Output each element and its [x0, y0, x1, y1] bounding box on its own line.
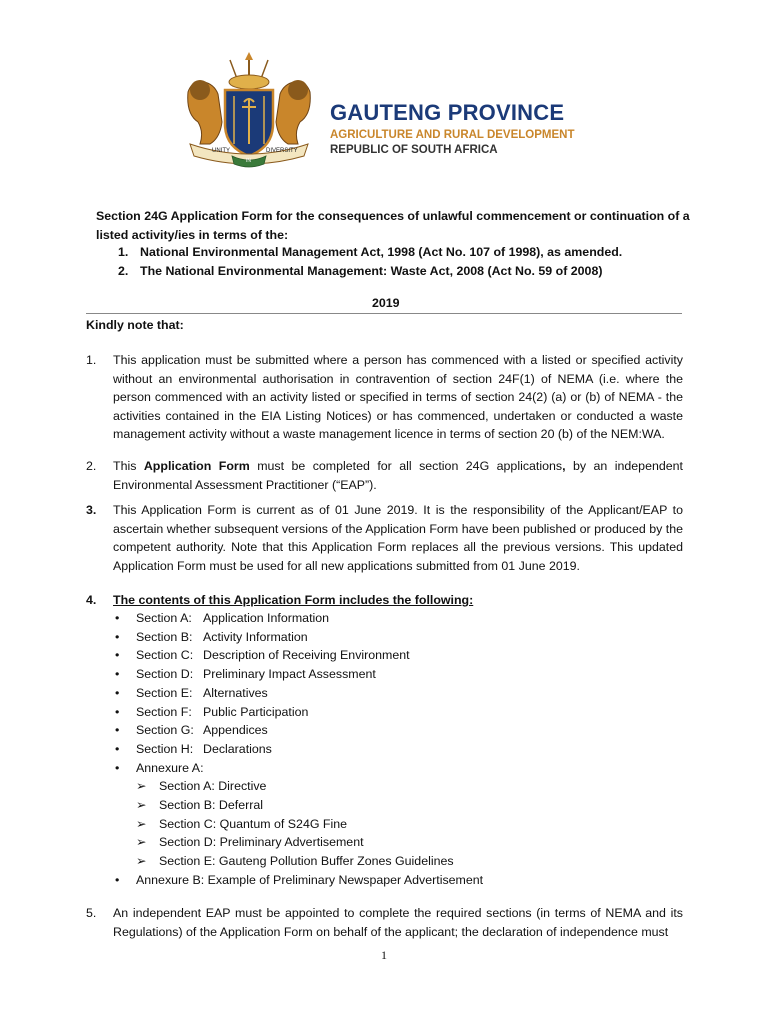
arrow-bullet-icon: ➢	[136, 779, 147, 794]
list-item: • Section G: Appendices	[115, 723, 268, 738]
sub-list-item: ➢ Section C: Quantum of S24G Fine	[136, 815, 483, 834]
list-item: • Section B: Activity Information	[115, 629, 308, 644]
sub-list-item: ➢ Section D: Preliminary Advertisement	[136, 833, 483, 852]
list-item: • Section C: Description of Receiving Environment	[115, 648, 410, 663]
acts-list	[118, 243, 622, 280]
motto-mid: IN	[246, 158, 251, 164]
arrow-bullet-icon: ➢	[136, 835, 147, 850]
org-name: GAUTENG PROVINCE	[330, 100, 565, 125]
sub-list-item: ➢ Section A: Directive	[136, 777, 483, 796]
arrow-bullet-icon: ➢	[136, 816, 147, 831]
list-item-annexure-a: • Annexure A: ➢ Section A: Directive ➢ Section B: Deferral ➢ Section C: Quantum of S24G Fine ➢ Section D: Preliminary Advertisement ➢ Section E: Gauteng Pollution Buffer Zones Guidelines	[113, 759, 483, 871]
department-name: AGRICULTURE AND RURAL DEVELOPMENT	[330, 129, 575, 141]
kindly-note-heading: Kindly note that:	[86, 318, 184, 332]
organisation-block	[330, 100, 574, 158]
coat-of-arms-logo	[170, 52, 328, 168]
contents-heading: The contents of this Application Form includes the following:	[113, 593, 474, 607]
divider	[86, 313, 682, 314]
sub-list-item: ➢ Section E: Gauteng Pollution Buffer Zones Guidelines	[136, 852, 483, 871]
list-item: • Section E: Alternatives	[115, 685, 268, 700]
arrow-bullet-icon: ➢	[136, 854, 147, 869]
annexure-a-sublist	[136, 777, 483, 871]
document-page: UNITY IN DIVERSITY GAUTENG PROVINCE AGRICULTURE AND RURAL DEVELOPMENT REPUBLIC OF SOUTH AFRICA Section 24G Application Form for the consequences of unlawful commencement or continuation of a listed activity/ies in terms of the: 1. National Environmental Management Act, 1998 (Act No. 107 of 1998), as amended. 2. The National Environmental Management: Waste Act, 2008 (Act No. 59 of 2008) 2019 Kindly note that: 1. This application must be submitted where a person has commenced with a listed or specified activity without an environmental authorisation in contravention of section 24F(1) of NEMA (i.e. where the person commenced with an activity listed or specified in terms of section 24(2) (a) or (b) of NEMA - the activities contained in the EIA Listing Notices) or has commenced, undertaken or conducted a waste management activity without a waste management licence in terms of section 20 (b) of the NEM:WA. 2. This Application Form must be completed for all section 24G applications, by an independent Environmental Assessment Practitioner (“EAP”). 3. This Application Form is current as of 01 June 2019. It is the responsibility of the Applicant/EAP to ascertain whether subsequent versions of the Application Form have been published or produced by the competent authority. Note that this Application Form replaces all the previous versions. This updated Application Form must be used for all new applications submitted from 01 June 2019. 4. The contents of this Application Form includes the following: • Section A: Application Information • Section B: Activity Information • Section C: Description of Receiving Environment • Section D: Preliminary Impact Assessment • Section E: Alternatives • Section F: Public Participation • Section G: Appendices • Section H: Declarations • Annexure A: ➢ Section A: Directive ➢ Section B: Deferral ➢ Section C: Quantum of S24G Fine ➢ Section D: Preliminary Advertisement ➢ Section E: Gauteng Pollution Buffer Zones Guidelines • Annexure B: Example of Preliminary Newspaper Advertisement 5. An independent EAP must be appointed to complete the required sections (in terms of NEMA and its Regulations) of the Application Form on behalf of the applicant; the declaration of independence must 1	[0, 0, 770, 1024]
list-item: • Section F: Public Participation	[115, 704, 309, 719]
motto-left: UNITY	[212, 148, 230, 154]
page-number: 1	[381, 948, 387, 962]
list-item: • Section D: Preliminary Impact Assessment	[115, 667, 376, 682]
country-name: REPUBLIC OF SOUTH AFRICA	[330, 144, 498, 156]
list-item: • Section H: Declarations	[115, 741, 272, 756]
list-item-annexure-b: • Annexure B: Example of Preliminary Newspaper Advertisement	[115, 872, 484, 887]
list-item: • Section A: Application Information	[115, 611, 330, 625]
document-year: 2019	[372, 296, 400, 310]
act-item: 1. National Environmental Management Act, 1998 (Act No. 107 of 1998), as amended.	[118, 245, 623, 259]
document-title: Section 24G Application Form for the consequences of unlawful commencement or continuation of a listed activity/ies in terms of the:	[96, 209, 690, 242]
sub-list-item: ➢ Section B: Deferral	[136, 796, 483, 815]
arrow-bullet-icon: ➢	[136, 798, 147, 813]
act-item: 2. The National Environmental Management: Waste Act, 2008 (Act No. 59 of 2008)	[118, 263, 603, 278]
motto-right: DIVERSITY	[266, 148, 298, 154]
contents-list	[113, 609, 483, 890]
